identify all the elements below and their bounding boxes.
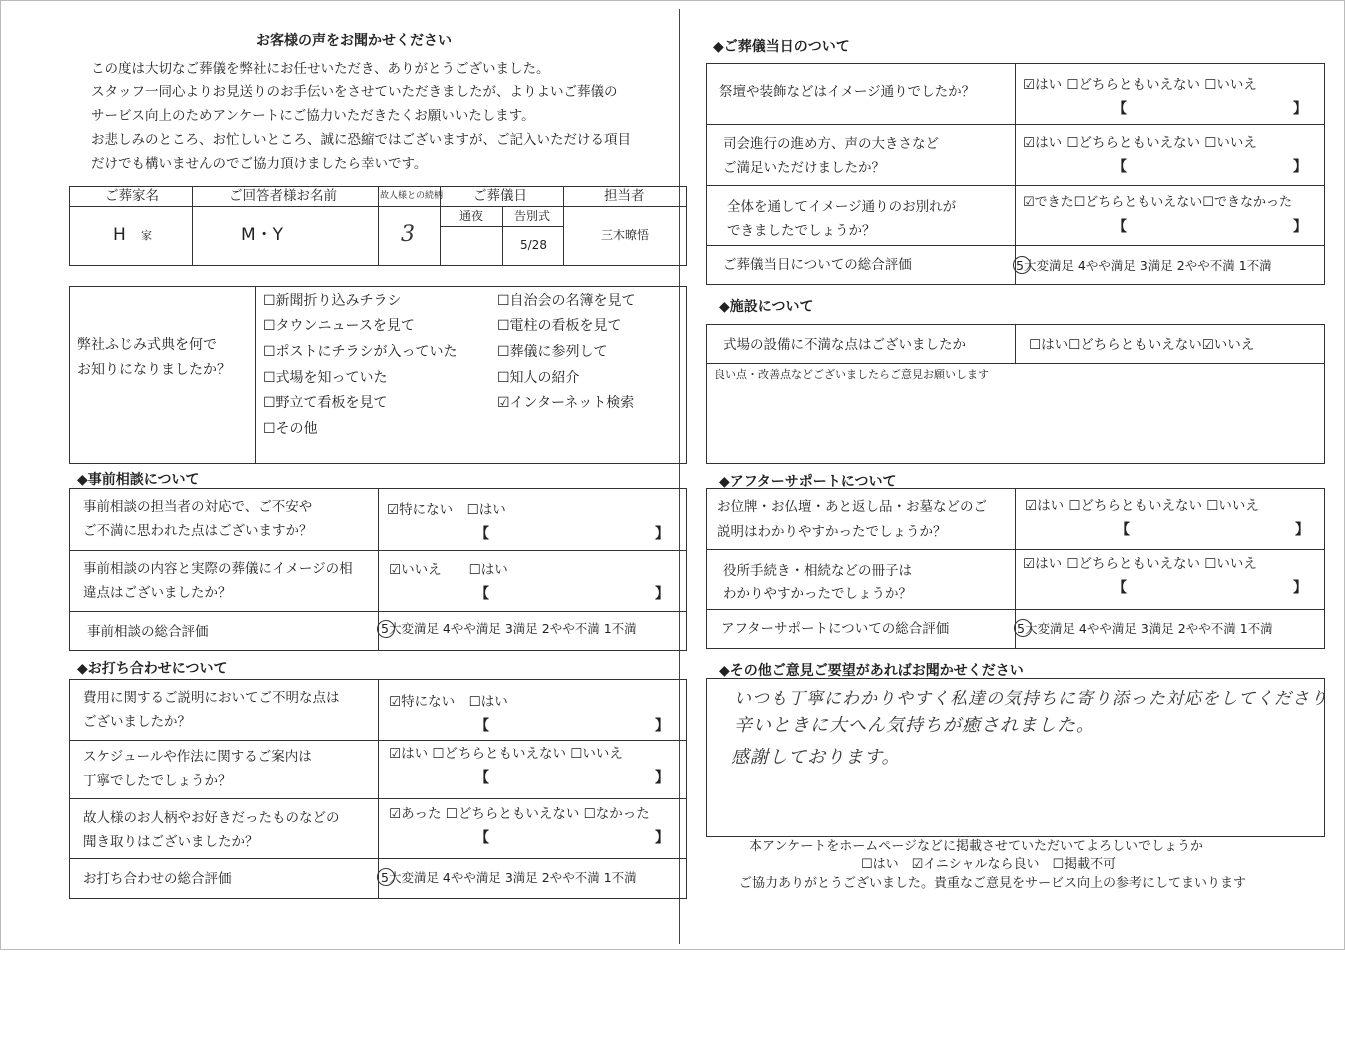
comment-line-3: 感謝しております。 — [731, 747, 901, 768]
pre-q1-line1: 事前相談の担当者の対応で、ご不安や — [83, 499, 313, 515]
publish-question: 本アンケートをホームページなどに掲載させていただいてよろしいでしょうか — [749, 839, 1203, 854]
meet-q2-line1: スケジュールや作法に関するご案内は — [83, 749, 312, 765]
respondent-name-value: M・Y — [241, 225, 284, 245]
header-respondent: ご回答者様お名前 — [229, 188, 337, 204]
option-attended[interactable]: ☐葬儀に参列して — [497, 344, 608, 360]
section-other: ◆その他ご意見ご要望があればお聞かせください — [719, 663, 1024, 679]
pre-q2-line2: 違点はございましたか？ — [83, 585, 232, 601]
page-title: お客様の声をお聞かせください — [256, 33, 452, 49]
as-q2-line2: わかりやすかったでしょうか？ — [723, 586, 912, 602]
fd-q4: ご葬儀当日についての総合評価 — [723, 257, 912, 273]
option-billboard[interactable]: ☐野立て看板を見て — [263, 395, 388, 411]
pre-q2-line1: 事前相談の内容と実際の葬儀にイメージの相 — [83, 561, 353, 577]
option-knew-hall[interactable]: ☐式場を知っていた — [263, 370, 388, 386]
comment-line-1: いつも丁寧にわかりやすく私達の気持ちに寄り添った対応をしてくださり — [734, 689, 1328, 709]
intro-line-5: だけでも構いませんのでご協力頂けましたら幸いです。 — [91, 156, 428, 172]
section-facility: ◆施設について — [719, 299, 814, 315]
as-a1[interactable]: ☑はい ☐どちらともいえない ☐いいえ — [1025, 498, 1259, 514]
fac-a1[interactable]: ☐はい☐どちらともいえない☑いいえ — [1029, 337, 1255, 353]
section-meeting: ◆お打ち合わせについて — [77, 661, 228, 677]
pre-q3: 事前相談の総合評価 — [87, 624, 209, 640]
family-name-value: H — [113, 225, 126, 245]
option-newspaper[interactable]: ☐新聞折り込みチラシ — [263, 293, 402, 309]
section-funeral-day: ◆ご葬儀当日のついて — [713, 39, 850, 55]
survey-sheet: お客様の声をお聞かせください この度は大切なご葬儀を弊社にお任せいただき、ありがとうございました。 スタッフ一同心よりお見送りのお手伝いをさせていただきましたが、よりよいご葬儀の サービス向上のためアンケートにご協力いただきたくお願いいたします。 お悲しみのところ、お忙しいところ、誠に恐縮ではございますが、ご記入いただける項目 だけでも構いませんのでご協力頂けましたら幸いです。 ご葬家名 ご回答者様お名前 故人様との続柄 ご葬儀日 担当者 通夜 告別式 H 家 M・Y 3 5/28 三木暸悟 弊社ふじみ式典を何で お知りになりましたか？ ☐新聞折り込みチラシ ☐自治会の名簿を見て ☐タウンニュースを見て ☐電柱の看板を見て ☐ポストにチラシが入っていた ☐葬儀に参列して ☐式場を知っていた ☐知人の紹介 ☐野立て看板を見て ☑インターネット検索 ☐その他 ◆事前相談について 事前相談の担当者の対応で、ご不安や ご不満に思われた点はございますか？ ☑特にない ☐はい 【 】 事前相談の内容と実際の葬儀にイメージの相 違点はございましたか？ ☑いいえ ☐はい 【 】 事前相談の総合評価 5大変満足 4やや満足 3満足 2やや不満 1不満 ◆お打ち合わせについて 費用に関するご説明においてご不明な点は ございましたか？ ☑特にない ☐はい 【 】 スケジュールや作法に関するご案内は 丁寧でしたでしょうか？ ☑はい ☐どちらともいえない ☐いいえ 【 】 故人様のお人柄やお好きだったものなどの 聞き取りはございましたか？ ☑あった ☐どちらともいえない ☐なかった 【 】 お打ち合わせの総合評価 5大変満足 4やや満足 3満足 2やや不満 1不満 ◆ご葬儀当日のついて 祭壇や装飾などはイメージ通りでしたか？ ☑はい ☐どちらともいえない ☐いいえ 【 】 司会進行の進め方、声の大きさなど ご満足いただけましたか？ ☑はい ☐どちらともいえない ☐いいえ 【 】 全体を通してイメージ通りのお別れが できましたでしょうか？ ☑できた☐どちらともいえない☐できなかった 【 】 ご葬儀当日についての総合評価 5大変満足 4やや満足 3満足 2やや不満 1不満 ◆施設について 式場の設備に不満な点はございましたか ☐はい☐どちらともいえない☑いいえ 良い点・改善点などございましたらご意見お願いします ◆アフターサポートについて お位牌・お仏壇・あと返し品・お墓などのご 説明はわかりやすかったでしょうか？ ☑はい ☐どちらともいえない ☐いいえ 【 】 役所手続き・相続などの冊子は わかりやすかったでしょうか？ ☑はい ☐どちらともいえない ☐いいえ 【 】 アフターサポートについての総合評価 5大変満足 4やや満足 3満足 2やや不満 1不満 ◆その他ご意見ご要望があればお聞かせください いつも丁寧にわかりやすく私達の気持ちに寄り添った対応をしてくださり 辛いときに大へん気持ちが癒されました。 感謝しております。 本アンケートをホームページなどに掲載させていただいてよろしいでしょうか ☐はい ☑イニシャルなら良い ☐掲載不可 ご協力ありがとうございました。貴重なご意見をサービス向上の参考にしてまいります — [0, 0, 1345, 950]
as-a2[interactable]: ☑はい ☐どちらともいえない ☐いいえ — [1023, 556, 1257, 572]
meet-a4-rating[interactable]: 5大変満足 4やや満足 3満足 2やや不満 1不満 — [381, 870, 637, 885]
source-question-2: お知りになりましたか？ — [77, 362, 231, 378]
header-family: ご葬家名 — [105, 188, 159, 204]
intro-line-3: サービス向上のためアンケートにご協力いただきたくお願いいたします。 — [91, 108, 535, 124]
fd-a1[interactable]: ☑はい ☐どちらともいえない ☐いいえ — [1023, 77, 1257, 93]
fd-a4-rating[interactable]: 5大変満足 4やや満足 3満足 2やや不満 1不満 — [1016, 258, 1272, 273]
meet-q1-line2: ございましたか？ — [83, 714, 191, 730]
meet-a3[interactable]: ☑あった ☐どちらともいえない ☐なかった — [389, 806, 650, 822]
intro-line-2: スタッフ一同心よりお見送りのお手伝いをさせていただきましたが、よりよいご葬儀の — [91, 84, 618, 100]
publish-options[interactable]: ☐はい ☑イニシャルなら良い ☐掲載不可 — [861, 857, 1117, 872]
thanks-text: ご協力ありがとうございました。貴重なご意見をサービス向上の参考にしてまいります — [739, 876, 1247, 891]
meet-q1-line1: 費用に関するご説明においてご不明な点は — [83, 690, 340, 706]
fac-note: 良い点・改善点などございましたらご意見お願いします — [714, 368, 989, 381]
pre-a1[interactable]: ☑特にない ☐はい — [387, 502, 506, 518]
pre-q1-line2: ご不満に思われた点はございますか？ — [83, 523, 313, 539]
as-a3-rating[interactable]: 5大変満足 4やや満足 3満足 2やや不満 1不満 — [1017, 621, 1273, 636]
header-relation: 故人様との続柄 — [380, 191, 444, 201]
relation-value: 3 — [401, 222, 416, 247]
section-pre-consult: ◆事前相談について — [77, 472, 200, 488]
fd-q3-line2: できましたでしょうか？ — [727, 223, 876, 239]
option-internet[interactable]: ☑インターネット検索 — [497, 395, 635, 411]
header-date: ご葬儀日 — [473, 188, 527, 204]
center-divider — [679, 9, 680, 944]
comment-line-2: 辛いときに大へん気持ちが癒されました。 — [734, 715, 1095, 736]
option-town-news[interactable]: ☐タウンニュースを見て — [263, 318, 415, 334]
option-referral[interactable]: ☐知人の紹介 — [497, 370, 580, 386]
staff-value: 三木暸悟 — [601, 228, 650, 242]
fd-q2-line2: ご満足いただけましたか？ — [723, 160, 885, 176]
intro-line-1: この度は大切なご葬儀を弊社にお任せいただき、ありがとうございました。 — [91, 61, 550, 77]
as-q3: アフターサポートについての総合評価 — [721, 621, 950, 637]
option-pole-sign[interactable]: ☐電柱の看板を見て — [497, 318, 622, 334]
as-q1-line1: お位牌・お仏壇・あと返し品・お墓などのご — [717, 499, 987, 515]
meet-q4: お打ち合わせの総合評価 — [83, 871, 232, 887]
header-staff: 担当者 — [604, 188, 645, 204]
fd-q3-line1: 全体を通してイメージ通りのお別れが — [727, 199, 957, 215]
fd-q2-line1: 司会進行の進め方、声の大きさなど — [723, 136, 939, 152]
pre-a2[interactable]: ☑いいえ ☐はい — [389, 562, 508, 578]
meet-a2[interactable]: ☑はい ☐どちらともいえない ☐いいえ — [389, 746, 623, 762]
pre-a3-rating[interactable]: 5大変満足 4やや満足 3満足 2やや不満 1不満 — [381, 621, 637, 636]
header-tsuya: 通夜 — [459, 209, 484, 223]
meet-a1[interactable]: ☑特にない ☐はい — [389, 694, 508, 710]
header-kokubetsu: 告別式 — [514, 209, 551, 223]
option-other[interactable]: ☐その他 — [263, 421, 318, 437]
section-after-support: ◆アフターサポートについて — [719, 474, 897, 490]
intro-line-4: お悲しみのところ、お忙しいところ、誠に恐縮ではございますが、ご記入いただける項目 — [91, 132, 631, 148]
meet-q3-line1: 故人様のお人柄やお好きだったものなどの — [83, 810, 340, 826]
as-q1-line2: 説明はわかりやすかったでしょうか？ — [717, 524, 947, 540]
fd-q1: 祭壇や装飾などはイメージ通りでしたか？ — [719, 84, 976, 100]
option-flyer[interactable]: ☐ポストにチラシが入っていた — [263, 344, 458, 360]
meet-q2-line2: 丁寧でしたでしょうか？ — [83, 773, 232, 789]
option-neighborhood[interactable]: ☐自治会の名簿を見て — [497, 293, 636, 309]
as-q2-line1: 役所手続き・相続などの冊子は — [723, 563, 912, 579]
fac-q1: 式場の設備に不満な点はございましたか — [723, 337, 966, 353]
kokubetsu-value: 5/28 — [520, 238, 547, 252]
source-question-1: 弊社ふじみ式典を何で — [77, 337, 217, 353]
family-suffix: 家 — [141, 229, 152, 242]
fd-a3[interactable]: ☑できた☐どちらともいえない☐できなかった — [1023, 195, 1292, 210]
meet-q3-line2: 聞き取りはございましたか？ — [83, 834, 259, 850]
fd-a2[interactable]: ☑はい ☐どちらともいえない ☐いいえ — [1023, 135, 1257, 151]
